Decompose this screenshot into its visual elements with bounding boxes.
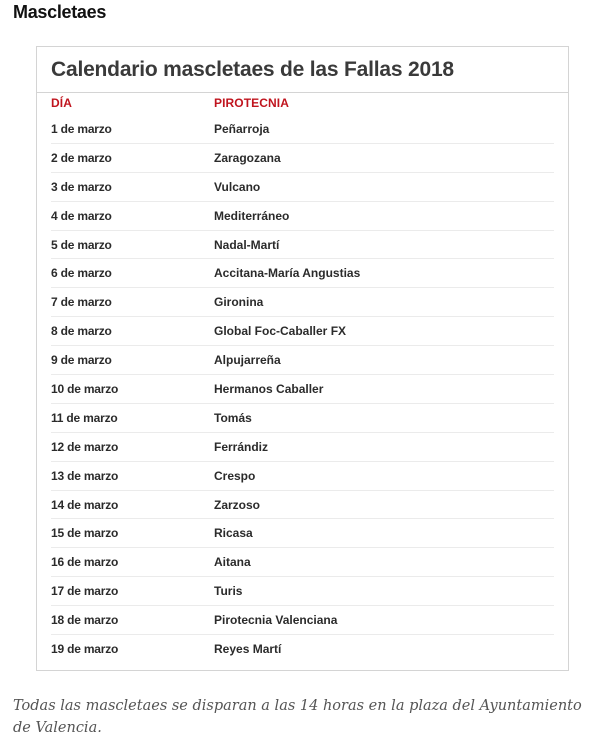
row-pyrotechnics: Hermanos Caballer	[214, 382, 324, 397]
row-pyrotechnics: Gironina	[214, 295, 264, 310]
table-row	[51, 259, 554, 288]
row-day: 6 de marzo	[51, 266, 112, 281]
table-row	[51, 144, 554, 173]
row-day: 17 de marzo	[51, 584, 119, 599]
row-pyrotechnics: Zarzoso	[214, 497, 261, 512]
row-pyrotechnics: Reyes Martí	[214, 642, 282, 657]
row-pyrotechnics: Global Foc-Caballer FX	[214, 324, 347, 339]
table-row	[51, 202, 554, 231]
mascletaes-table	[36, 46, 569, 671]
row-pyrotechnics: Tomás	[214, 410, 252, 425]
table-body	[51, 115, 554, 664]
table-row	[51, 317, 554, 346]
row-pyrotechnics: Alpujarreña	[214, 353, 281, 368]
row-day: 5 de marzo	[51, 237, 112, 252]
row-day: 3 de marzo	[51, 179, 112, 194]
row-day: 10 de marzo	[51, 382, 119, 397]
row-day: 14 de marzo	[51, 497, 119, 512]
section-title: Mascletaes	[13, 2, 107, 22]
footnote: Todas las mascletaes se disparan a las 14 horas en la plaza del Ayuntamiento de Valencia.	[13, 698, 582, 736]
table-row	[51, 577, 554, 606]
row-day: 11 de marzo	[51, 410, 118, 425]
table-row	[51, 173, 554, 202]
table-row	[51, 231, 554, 260]
column-header-pyrotechnics: PIROTECNIA	[214, 96, 290, 110]
row-pyrotechnics: Aitana	[214, 555, 251, 570]
row-day: 9 de marzo	[51, 353, 112, 368]
row-day: 12 de marzo	[51, 439, 119, 454]
row-pyrotechnics: Ricasa	[214, 526, 253, 541]
row-pyrotechnics: Peñarroja	[214, 122, 270, 136]
table-row	[51, 288, 554, 317]
table-title: Calendario mascletaes de las Fallas 2018	[51, 58, 454, 81]
row-day: 2 de marzo	[51, 150, 112, 165]
table-row	[51, 606, 554, 635]
row-pyrotechnics: Crespo	[214, 468, 256, 483]
table-row	[51, 433, 554, 462]
row-pyrotechnics: Mediterráneo	[214, 208, 290, 223]
table-row	[51, 375, 554, 404]
table-row	[51, 346, 554, 375]
row-pyrotechnics: Pirotecnia Valenciana	[214, 613, 338, 628]
table-row	[51, 519, 554, 548]
row-day: 4 de marzo	[51, 208, 112, 223]
table-row	[51, 115, 554, 144]
row-pyrotechnics: Vulcano	[214, 179, 261, 194]
table-row	[51, 404, 554, 433]
row-day: 7 de marzo	[51, 295, 112, 310]
table-row	[51, 462, 554, 491]
table-row	[51, 548, 554, 577]
row-pyrotechnics: Zaragozana	[214, 150, 281, 165]
title-divider	[37, 92, 568, 93]
row-pyrotechnics: Ferrándiz	[214, 439, 269, 454]
row-day: 16 de marzo	[51, 555, 119, 570]
row-day: 19 de marzo	[51, 642, 119, 657]
table-row	[51, 635, 554, 664]
row-day: 1 de marzo	[51, 122, 112, 136]
table-row	[51, 491, 554, 520]
row-pyrotechnics: Nadal-Martí	[214, 237, 280, 252]
row-day: 15 de marzo	[51, 526, 119, 541]
column-header-day: DÍA	[51, 96, 72, 110]
row-pyrotechnics: Accitana-María Angustias	[214, 266, 361, 281]
row-day: 18 de marzo	[51, 613, 119, 628]
row-day: 13 de marzo	[51, 468, 119, 483]
row-day: 8 de marzo	[51, 324, 112, 339]
row-pyrotechnics: Turis	[214, 584, 243, 599]
